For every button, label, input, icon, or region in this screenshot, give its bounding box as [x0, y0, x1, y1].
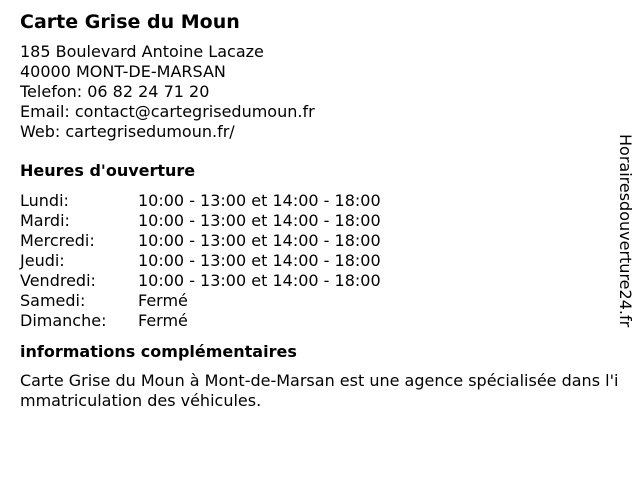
hours-row: [20, 291, 381, 311]
hours-day: Lundi:: [20, 191, 69, 210]
email-address: contact@cartegrisedumoun.fr: [74, 102, 315, 121]
hours-heading: Heures d'ouverture: [20, 161, 196, 180]
hours-day: Dimanche:: [20, 311, 107, 330]
address-city: 40000 MONT-DE-MARSAN: [20, 62, 226, 81]
hours-row: [20, 211, 381, 231]
hours-table: [20, 191, 381, 331]
hours-day: Samedi:: [20, 291, 86, 310]
web-label: Web:: [20, 122, 61, 141]
business-card: [20, 10, 619, 411]
site-credit: [613, 134, 637, 374]
hours-row: [20, 191, 381, 211]
hours-time: 10:00 - 13:00 et 14:00 - 18:00: [138, 231, 381, 250]
hours-row: [20, 231, 381, 251]
email-line: [20, 102, 610, 122]
hours-row: [20, 271, 381, 291]
email-label: Email:: [20, 102, 70, 121]
web-address: cartegrisedumoun.fr/: [65, 122, 235, 141]
hours-time: Fermé: [138, 291, 188, 310]
hours-time: 10:00 - 13:00 et 14:00 - 18:00: [138, 271, 381, 290]
site-credit-text: Horairesdouverture24.fr: [616, 134, 635, 328]
hours-time: 10:00 - 13:00 et 14:00 - 18:00: [138, 211, 381, 230]
address-street: 185 Boulevard Antoine Lacaze: [20, 42, 264, 61]
info-heading: informations complémentaires: [20, 342, 297, 361]
phone-label: Telefon:: [20, 82, 83, 101]
hours-time: Fermé: [138, 311, 188, 330]
web-line: [20, 122, 610, 142]
hours-row: [20, 311, 381, 331]
hours-day: Mardi:: [20, 211, 70, 230]
phone-number: 06 82 24 71 20: [87, 82, 210, 101]
business-name: Carte Grise du Moun: [20, 11, 240, 33]
hours-row: [20, 251, 381, 271]
hours-time: 10:00 - 13:00 et 14:00 - 18:00: [138, 251, 381, 270]
info-description: Carte Grise du Moun à Mont-de-Marsan est une agence spécialisée dans l'immatriculation des véhicules.: [20, 371, 619, 410]
hours-time: 10:00 - 13:00 et 14:00 - 18:00: [138, 191, 381, 210]
phone-line: [20, 82, 610, 102]
hours-day: Vendredi:: [20, 271, 96, 290]
hours-day: Jeudi:: [20, 251, 65, 270]
hours-day: Mercredi:: [20, 231, 95, 250]
